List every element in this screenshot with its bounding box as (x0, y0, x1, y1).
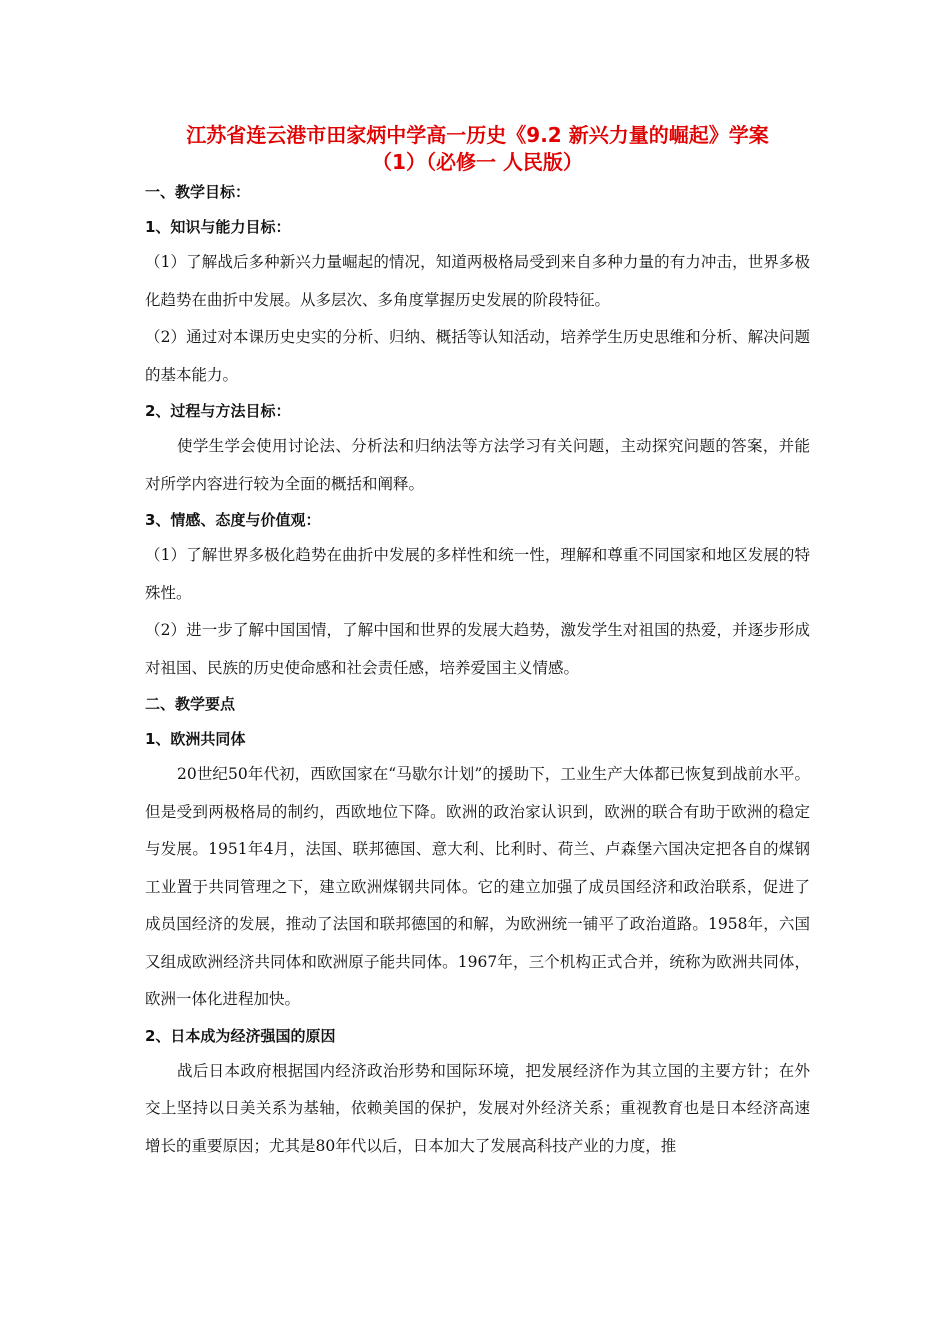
title-line-2: （1）（必修一 人民版） (372, 150, 583, 174)
paragraph-process-method: 使学生学会使用讨论法、分析法和归纳法等方法学习有关问题，主动探究问题的答案，并能对所学内容进行较为全面的概括和阐释。 (145, 437, 810, 493)
section-heading-key-points: 二、教学要点 (145, 695, 236, 713)
subheading-process-method: 2、过程与方法目标： (145, 402, 291, 420)
section-heading-objectives: 一、教学目标： (145, 183, 251, 201)
title-line-1: 江苏省连云港市田家炳中学高一历史《9.2 新兴力量的崛起》学案 (186, 123, 769, 147)
subheading-european-community: 1、欧洲共同体 (145, 730, 246, 748)
paragraph-japan-economy: 战后日本政府根据国内经济政治形势和国际环境，把发展经济作为其立国的主要方针；在外交上坚持以日美关系为基轴，依赖美国的保护，发展对外经济关系；重视教育也是日本经济高速增长的重要原因；尤其是80年代以后，日本加大了发展高科技产业的力度，推 (145, 1061, 810, 1155)
paragraph-emotion-1: （1）了解世界多极化趋势在曲折中发展的多样性和统一性，理解和尊重不同国家和地区发展的特殊性。 (145, 546, 810, 602)
subheading-knowledge-ability: 1、知识与能力目标： (145, 218, 291, 236)
subheading-japan-economy: 2、日本成为经济强国的原因 (145, 1026, 336, 1045)
paragraph-knowledge-2: （2）通过对本课历史史实的分析、归纳、概括等认知活动，培养学生历史思维和分析、解决问题的基本能力。 (145, 328, 810, 384)
paragraph-european-community: 20世纪50年代初，西欧国家在“马歇尔计划”的援助下，工业生产大体都已恢复到战前水平。但是受到两极格局的制约，西欧地位下降。欧洲的政治家认识到，欧洲的联合有助于欧洲的稳定与发展。1951年4月，法国、联邦德国、意大利、比利时、荷兰、卢森堡六国决定把各自的煤钢工业置于共同管理之下，建立欧洲煤钢共同体。它的建立加强了成员国经济和政治联系，促进了成员国经济的发展，推动了法国和联邦德国的和解，为欧洲统一铺平了政治道路。1958年，六国又组成欧洲经济共同体和欧洲原子能共同体。1967年，三个机构正式合并，统称为欧洲共同体，欧洲一体化进程加快。 (145, 765, 810, 1008)
paragraph-emotion-2: （2）进一步了解中国国情，了解中国和世界的发展大趋势，激发学生对祖国的热爱，并逐步形成对祖国、民族的历史使命感和社会责任感，培养爱国主义情感。 (145, 621, 810, 677)
document-body (145, 122, 810, 1165)
paragraph-knowledge-1: （1）了解战后多种新兴力量崛起的情况，知道两极格局受到来自多种力量的有力冲击，世界多极化趋势在曲折中发展。从多层次、多角度掌握历史发展的阶段特征。 (145, 253, 810, 309)
document-title (135, 122, 820, 176)
subheading-emotion-values: 3、情感、态度与价值观： (145, 511, 321, 529)
